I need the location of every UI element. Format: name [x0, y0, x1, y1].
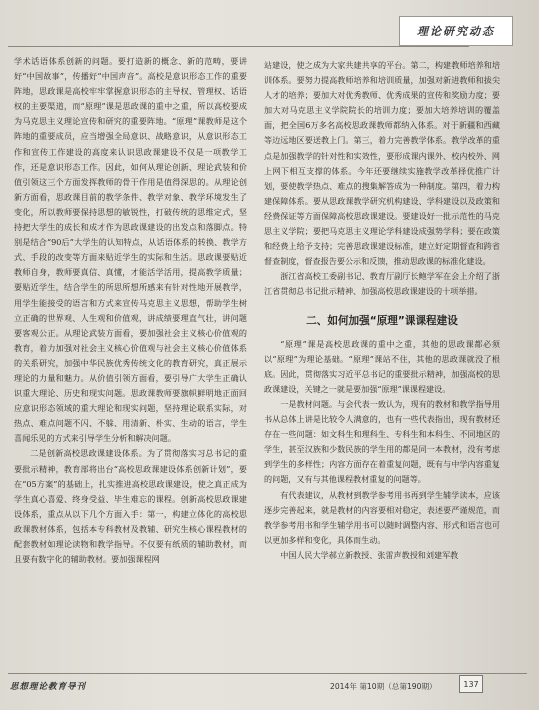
journal-name: 思想理论教育导刊 — [10, 682, 87, 692]
header-rule — [8, 46, 469, 47]
right-column — [264, 58, 500, 563]
left-paragraph-2: 二是创新高校思政课建设体系。为了贯彻落实习总书记的重要批示精神，教育部将出台“高校思政课建设体系创新计划”，要在“05方案”的基础上，扎实推进高校思政课建设，使之真正成为学生真心喜爱、终身受益、毕生难忘的课程。创新高校思政课建设体系，重点从以下几个方面入手：第一，构建立体化的高校思政课教材体系，包括本专科教材及教辅、研究生核心课程教材的配套教材如理论读物和教学指导。不仅要有纸质的辅助教材，而且要有数字化的辅助教材。要加强课程网 — [14, 448, 247, 565]
right-paragraph-3: “原理”课是高校思政课的重中之重，其他的思政课都必须以“原理”为理论基础。“原理”课站不住，其他的思政课就没了根底。因此，贯彻落实习近平总书记的重要批示精神，加强高校的思政课建设，关键之一就是要加强“原理”课课程建设。 — [264, 338, 500, 394]
issue-info: 2014年 第10期（总第190期） — [330, 682, 437, 691]
running-header — [0, 14, 539, 48]
right-paragraph-1: 站建设，使之成为大家共建共享的平台。第二，构建教师培养和培训体系。要努力提高教师培养和培训质量，加强对新进教师和拔尖人才的培养；要加大对优秀教师、优秀成果的宣传和奖励力度；要加大对马克思主义学院院长的培训力度；要加大培养培训的覆盖面，把全国6万多名高校思政课教师都纳入体系。对于新疆和西藏等边远地区要送教上门。第三，着力完善教学体系。教学改革的重点是加强教学的针对性和实效性，要形成课内课外、校内校外、网上网下相互支撑的体系。今年还要继续实施教学改革择优推广计划，要使教学热点、难点的搜集解答成为一种制度。第四，着力构建保障体系。要从思政课教学研究机构建设、学科建设以及政策和经费保证等方面保障高校思政课建设。要建设好一批示范性的马克思主义学院；要把马克思主义理论学科建设成强势学科；要在政策和经费上给予支持；完善思政课建设标准，建立好定期督查和跨省督查制度，督查报告要公示和反馈，推动思政课的标准化建设。 — [264, 60, 500, 267]
footer-rule — [8, 673, 527, 674]
page-number: 137 — [459, 675, 483, 693]
left-paragraph-1: 学术话语体系创新的问题。要打造新的概念、新的范畴，要讲好“中国故事”，传播好“中国声音”。高校是意识形态工作的重要阵地，思政课是高校牢牢掌握意识形态的主导权、管理权、话语权的主要渠道，而“原理”课是思政课的重中之重，所以高校要成为马克思主义理论宣传和研究的重要阵地。“原理”课教师是这个阵地的重要成员，应当增强全局意识、战略意识，从意识形态工作和宣传工作建设的高度来认识思政课建设不仅是一项教学工作，还是意识形态工作。因此，如何从理论创新、理论武装和价值引领这三个方面发挥教师的骨干作用是值得深思的。从理论创新方面看，思政课目前的教学条件、教学对象、教学环境发生了变化，所以教师要保持思想的敏锐性，打破传统的思维定式，坚持把大学生的成长和成才作为思政课建设的出发点和落脚点。特别是结合“90后”大学生的认知特点，从话语体系的转换、教学方式、手段的改变等方面来贴近学生的实际和生活。思政课要贴近教师自身，教师要真信、真懂，才能活学活用，提高教学质量；要贴近学生，结合学生的所思所想所感来有针对性地开展教学，用学生能接受的语言和方式来宣传马克思主义思想，帮助学生树立正确的世界观、人生观和价值观，讲成绩要理直气壮，讲问题要客观公正。从理论武装方面看，要加强社会主义核心价值观的教育，着力加强对社会主义核心价值观与社会主义核心价值体系的关系研究，加强中华民族优秀传统文化的教育研究，真正展示理论的力量和魅力。从价值引领方面看，要引导广大学生正确认识重大理论、历史和现实问题。思政课教师要旗帜鲜明地正面回应意识形态领域的重大理论和现实问题，坚持理论联系实际，对热点、难点问题不闪、不躲、用清新、朴实、生动的语言，学生喜闻乐见的方式来引导学生分析和解决问题。 — [14, 56, 247, 444]
section-heading: 二、如何加强“原理”课课程建设 — [306, 314, 458, 327]
column-title: 理论研究动态 — [399, 16, 513, 46]
right-paragraph-2: 浙江省高校工委副书记、教育厅副厅长鲍学军在会上介绍了浙江省贯彻总书记批示精神、加强高校思政课建设的十项举措。 — [264, 271, 500, 297]
right-paragraph-5: 有代表建议，从教材到教学参考用书再到学生辅学读本，应该逐步完善起来，就是教材的内容要相对稳定，表述要严谨规范，而教学参考用书和学生辅学用书可以随时调整内容、形式和语言也可以更加多样和变化，具体而生动。 — [264, 489, 500, 545]
right-paragraph-6: 中国人民大学郝立新教授、张雷声教授和刘建军教 — [280, 549, 459, 560]
left-column — [14, 54, 247, 567]
right-paragraph-4: 一是教材问题。与会代表一致认为，现有的教材和教学指导用书从总体上讲是比较令人满意的，也有一些代表指出，现有教材还存在一些问题：如文科生和理科生、专科生和本科生、不同地区的学生，甚至汉族和少数民族的学生用的都是同一本教材，没有考虑到学生的多样性；内容方面存在着重复问题，既有与中学内容重复的问题，又有与其他课程教材重复的问题等。 — [264, 398, 500, 485]
